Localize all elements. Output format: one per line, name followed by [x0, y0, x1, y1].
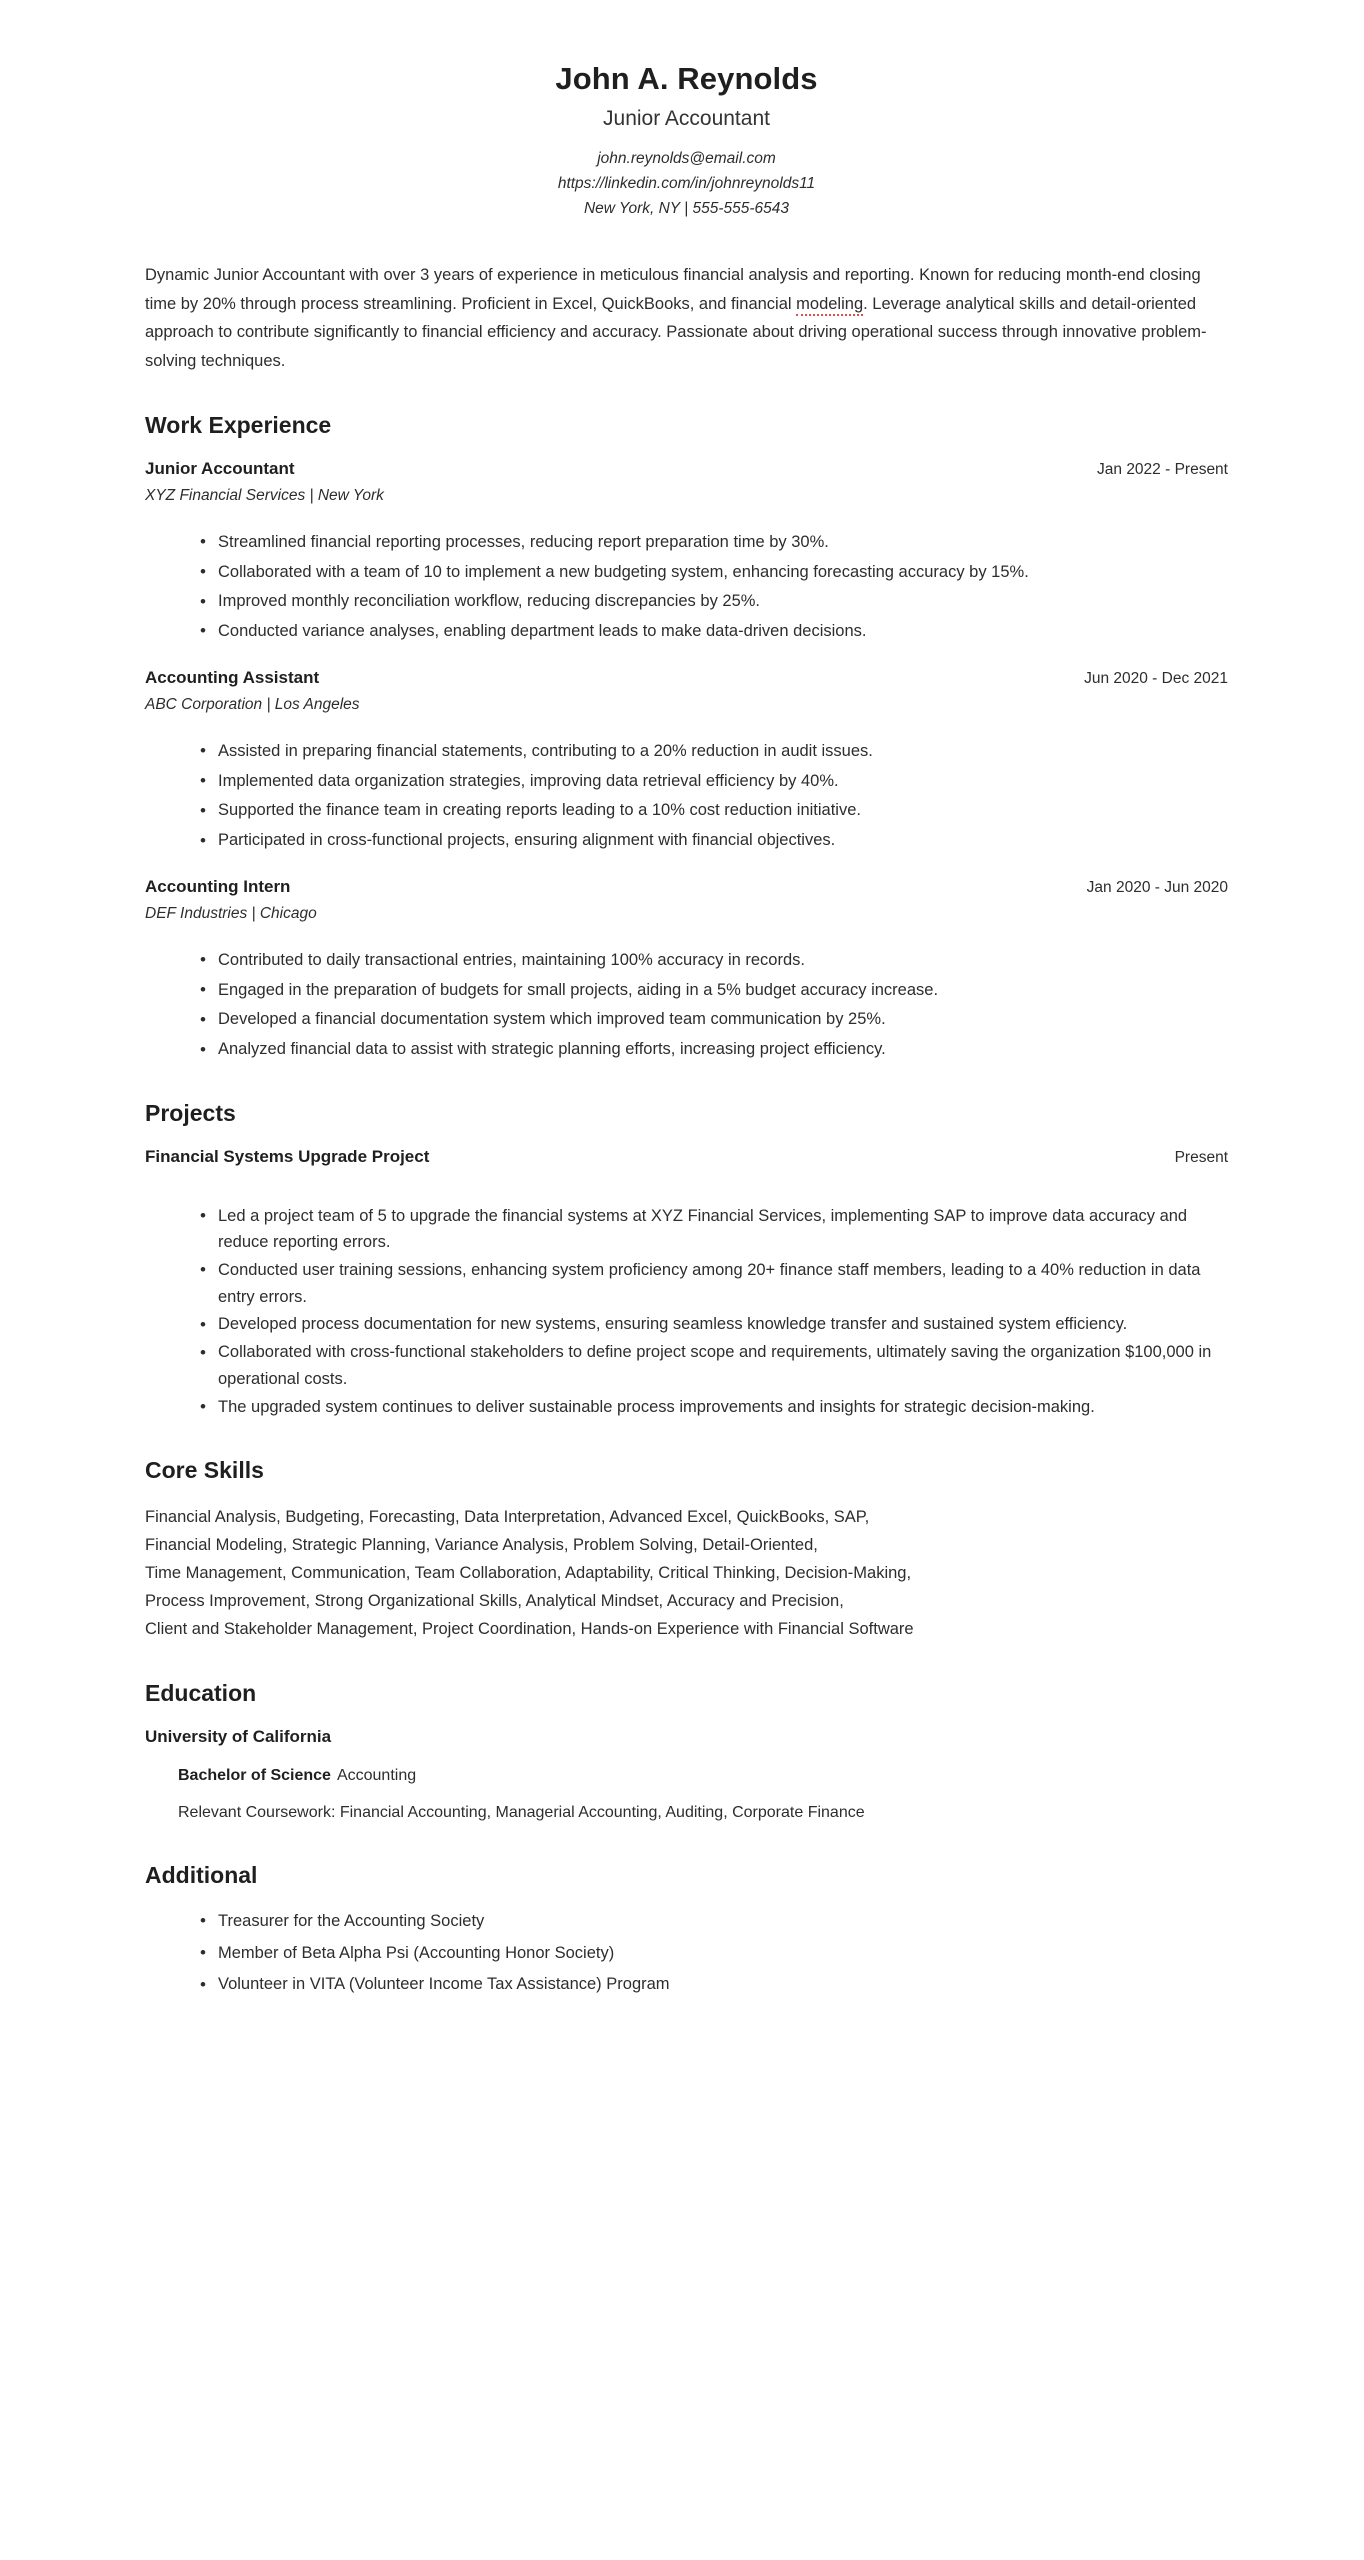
experience-entry-header	[145, 876, 1228, 899]
experience-job-title: Accounting Assistant	[145, 667, 320, 687]
core-skills-body	[145, 1503, 1228, 1643]
list-item: • Implemented data organization strategies, improving data retrieval efficiency by 40%.	[200, 768, 1228, 795]
project-bullet-list	[145, 1203, 1228, 1421]
education-degree-field: Accounting	[336, 1766, 417, 1784]
contact-location-phone: New York, NY | 555-555-6543	[583, 200, 790, 218]
experience-date-range: Jan 2020 - Jun 2020	[1086, 878, 1228, 896]
list-item: • Conducted variance analyses, enabling department leads to make data-driven decisions.	[200, 618, 1228, 645]
project-entry-header	[145, 1146, 1228, 1169]
candidate-headline: Junior Accountant	[603, 106, 770, 130]
experience-entry	[145, 667, 1228, 854]
section-title-additional: Additional	[145, 1862, 258, 1889]
experience-entry	[145, 458, 1228, 645]
experience-date-range: Jan 2022 - Present	[1097, 460, 1228, 478]
experience-date-range: Jun 2020 - Dec 2021	[1084, 669, 1228, 687]
list-item: • Participated in cross-functional projects, ensuring alignment with financial objectives.	[200, 827, 1228, 854]
section-additional	[145, 1861, 1228, 1998]
section-title-education: Education	[145, 1680, 257, 1707]
experience-job-title: Junior Accountant	[145, 458, 295, 478]
core-skills-line: Process Improvement, Strong Organizational Skills, Analytical Mindset, Accuracy and Precision,	[145, 1592, 844, 1611]
experience-bullet-list	[145, 529, 1228, 645]
list-item: • Engaged in the preparation of budgets for small projects, aiding in a 5% budget accuracy increase.	[200, 977, 1228, 1004]
education-degree-name: Bachelor of Science	[178, 1766, 331, 1784]
section-title-core-skills: Core Skills	[145, 1457, 264, 1484]
list-item: • The upgraded system continues to deliver sustainable process improvements and insights for strategic decision-making.	[200, 1394, 1228, 1421]
list-item: • Conducted user training sessions, enhancing system proficiency among 20+ finance staff members, leading to a 40% reduction in data entry errors.	[200, 1257, 1228, 1310]
list-item: • Assisted in preparing financial statements, contributing to a 20% reduction in audit issues.	[200, 738, 1228, 765]
core-skills-line: Financial Analysis, Budgeting, Forecasting, Data Interpretation, Advanced Excel, QuickBooks, SAP,	[145, 1508, 870, 1526]
section-projects	[145, 1099, 1228, 1420]
experience-company-location: DEF Industries | Chicago	[145, 904, 317, 922]
contact-email[interactable]: john.reynolds@email.com	[597, 150, 776, 168]
list-item: • Developed a financial documentation system which improved team communication by 25%.	[200, 1006, 1228, 1033]
education-school-name: University of California	[145, 1726, 332, 1746]
experience-company-location: ABC Corporation | Los Angeles	[145, 695, 360, 713]
list-item: • Contributed to daily transactional entries, maintaining 100% accuracy in records.	[200, 947, 1228, 974]
project-date: Present	[1174, 1148, 1228, 1166]
project-entry	[145, 1146, 1228, 1421]
section-work-experience	[145, 411, 1228, 1063]
section-title-work-experience: Work Experience	[145, 411, 332, 438]
list-item: • Member of Beta Alpha Psi (Accounting Honor Society)	[200, 1940, 1228, 1967]
summary-text-part2: . Leverage analytical skills and detail-oriented approach to contribute significantly to financial efficiency and accuracy. Passionate about driving operational success through innovative problem-solving techniques.	[145, 294, 1207, 370]
section-core-skills	[145, 1456, 1228, 1643]
list-item: • Supported the finance team in creating reports leading to a 10% cost reduction initiative.	[200, 797, 1228, 824]
education-detail-block	[145, 1763, 1228, 1825]
section-education	[145, 1679, 1228, 1825]
resume-header	[145, 60, 1228, 221]
list-item: • Analyzed financial data to assist with strategic planning efforts, increasing project efficiency.	[200, 1036, 1228, 1063]
spellcheck-underlined-word[interactable]: modeling	[796, 295, 863, 316]
experience-company-location: XYZ Financial Services | New York	[145, 486, 384, 504]
list-item: • Streamlined financial reporting processes, reducing report preparation time by 30%.	[200, 529, 1228, 556]
experience-entry-header	[145, 458, 1228, 481]
experience-job-title: Accounting Intern	[145, 876, 291, 896]
candidate-name: John A. Reynolds	[555, 61, 818, 96]
experience-entry-header	[145, 667, 1228, 690]
list-item: • Improved monthly reconciliation workflow, reducing discrepancies by 25%.	[200, 588, 1228, 615]
summary-text-part1: Dynamic Junior Accountant with over 3 years of experience in meticulous financial analysis and reporting. Known for reducing month-end closing time by 20% through process streamlining. Proficient in Excel, QuickBooks, and financial	[145, 266, 1201, 313]
education-degree-row	[178, 1763, 1228, 1789]
contact-linkedin[interactable]: https://linkedin.com/in/johnreynolds11	[557, 175, 816, 193]
list-item: • Volunteer in VITA (Volunteer Income Tax Assistance) Program	[200, 1971, 1228, 1998]
additional-bullet-list	[145, 1908, 1228, 1998]
experience-bullet-list	[145, 738, 1228, 854]
core-skills-line: Time Management, Communication, Team Collaboration, Adaptability, Critical Thinking, Decision-Making,	[145, 1564, 912, 1583]
section-title-projects: Projects	[145, 1099, 236, 1126]
core-skills-line: Client and Stakeholder Management, Project Coordination, Hands-on Experience with Financial Software	[145, 1620, 914, 1639]
list-item: • Developed process documentation for new systems, ensuring seamless knowledge transfer and sustained system efficiency.	[200, 1311, 1228, 1338]
experience-bullet-list	[145, 947, 1228, 1063]
project-title: Financial Systems Upgrade Project	[145, 1146, 430, 1166]
professional-summary	[145, 261, 1228, 375]
list-item: • Led a project team of 5 to upgrade the financial systems at XYZ Financial Services, implementing SAP to improve data accuracy and reduce reporting errors.	[200, 1203, 1228, 1256]
experience-entry	[145, 876, 1228, 1063]
education-coursework: Relevant Coursework: Financial Accounting, Managerial Accounting, Auditing, Corporate Finance	[178, 1803, 865, 1821]
list-item: • Treasurer for the Accounting Society	[200, 1908, 1228, 1935]
core-skills-line: Financial Modeling, Strategic Planning, Variance Analysis, Problem Solving, Detail-Oriented,	[145, 1536, 818, 1555]
list-item: • Collaborated with a team of 10 to implement a new budgeting system, enhancing forecasting accuracy by 15%.	[200, 559, 1228, 586]
list-item: • Collaborated with cross-functional stakeholders to define project scope and requirements, ultimately saving the organization $100,000 in operational costs.	[200, 1339, 1228, 1392]
